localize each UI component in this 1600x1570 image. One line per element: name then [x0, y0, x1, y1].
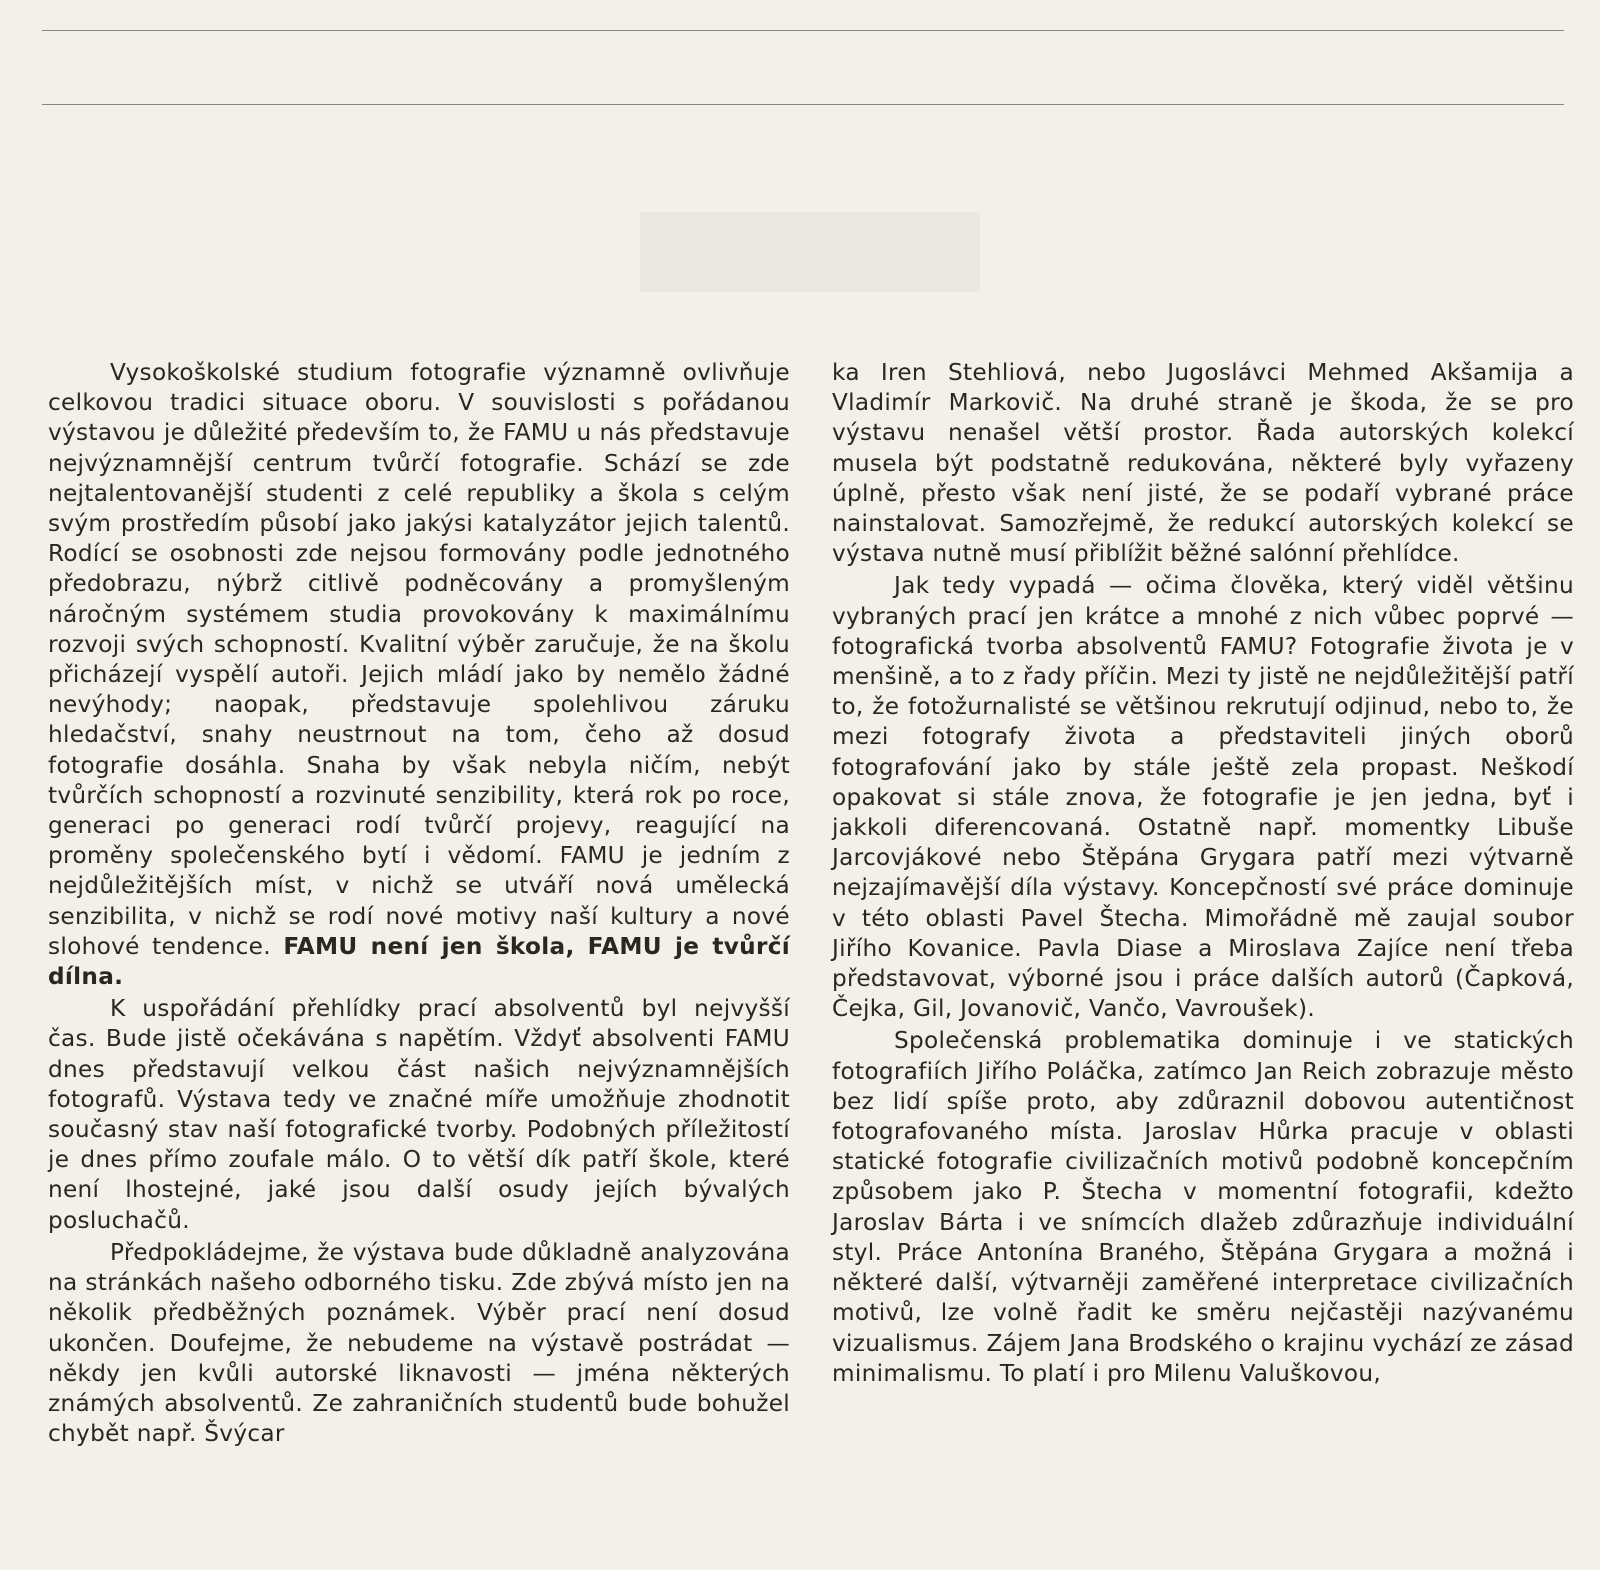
left-paragraph-2: K uspořádání přehlídky prací absolventů byl nejvyšší čas. Bude jistě očekávána s napětím. Vždyť absolventi FAMU dnes představují velkou část našich nejvýznamnějších fotografů. Výstava tedy ve značné míře umožňuje zhodnotit současný stav naší fotografické tvorby. Podobných příležitostí je dnes přímo zoufale málo. O to větší dík patří škole, které není lhostejné, jaké jsou další osudy jejích bývalých posluchačů.	[48, 995, 790, 1234]
right-paragraph-3: Společenská problematika dominuje i ve statických fotografiích Jiřího Poláčka, zatímco Jan Reich zobrazuje město bez lidí spíše proto, aby zdůraznil dobovou autentičnost fotografovaného místa. Jaroslav Hůrka pracuje v oblasti statické fotografie civilizačních motivů podobně koncepčním způsobem jako P. Štecha v momentní fotografii, kdežto Jaroslav Bárta i ve snímcích dlažeb zdůrazňuje individuální styl. Práce Antonína Braného, Štěpána Grygara a možná i některé další, výtvarněji zaměřené interpretace civilizačních motivů, lze volně řadit ke směru nejčastěji nazývanému vizualismus. Zájem Jana Brodského o krajinu vychází ze zásad minimalismu. To platí i pro Milenu Valuškovou,	[832, 1027, 1574, 1387]
left-paragraph-1-bold: FAMU není jen škola, FAMU je tvůrčí dílna.	[48, 932, 790, 991]
right-paragraph-2: Jak tedy vypadá — očima člověka, který viděl většinu vybraných prací jen krátce a mnohé z nich vůbec poprvé — fotografická tvorba absolventů FAMU? Fotografie života je v menšině, a to z řady příčin. Mezi ty jistě ne nejdůležitější patří to, že fotožurnalisté se většinou rekrutují odjinud, nebo to, že mezi fotografy života a představiteli jiných oborů fotografování jako by stále ještě zela propast. Neškodí opakovat si stále znova, že fotografie je jen jedna, byť i jakkoli diferencovaná. Ostatně např. momentky Libuše Jarcovjákové nebo Štěpána Grygara patří mezi výtvarně nejzajímavější díla výstavy. Koncepčností své práce dominuje v této oblasti Pavel Štecha. Mimořádně mě zaujal soubor Jiřího Kovanice. Pavla Diase a Miroslava Zajíce není třeba představovat, výborné jsou i práce dalších autorů (Čapková, Čejka, Gil, Jovanovič, Vančo, Vavroušek).	[832, 572, 1574, 1023]
reverse-side-show-through	[640, 212, 980, 292]
right-column	[832, 358, 1574, 1389]
left-paragraph-1-text: Vysokoškolské studium fotografie významně ovlivňuje celkovou tradici situace oboru. V souvislosti s pořádanou výstavou je důležité především to, že FAMU u nás představuje nejvýznamnější centrum tvůrčí fotografie. Schází se zde nejtalentovanější studenti z celé republiky a škola s celým svým prostředím působí jako jakýsi katalyzátor jejich talentů. Rodící se osobnosti zde nejsou formovány podle jednotného předobrazu, nýbrž citlivě podněcovány a promyšleným náročným systémem studia provokovány k maximálnímu rozvoji svých schopností. Kvalitní výběr zaručuje, že na školu přicházejí vyspělí autoři. Jejich mládí jako by nemělo žádné nevýhody; naopak, představuje spolehlivou záruku hledačství, snahy neustrnout na tom, čeho až dosud fotografie dosáhla. Snaha by však nebyla ničím, nebýt tvůrčích schopností a rozvinuté senzibility, která rok po roce, generaci po generaci rodí tvůrčí projevy, reagující na proměny společenského bytí i vědomí. FAMU je jedním z nejdůležitějších míst, v nichž se utváří nová umělecká senzibilita, v nichž se rodí nové motivy naší kultury a nové slohové tendence.	[48, 359, 790, 960]
left-column	[48, 358, 790, 1449]
right-paragraph-1: ka Iren Stehliová, nebo Jugoslávci Mehmed Akšamija a Vladimír Markovič. Na druhé straně je škoda, že se pro výstavu nenašel větší prostor. Řada autorských kolekcí musela být podstatně redukována, některé byly vyřazeny úplně, přesto však není jisté, že se podaří vybrané práce nainstalovat. Samozřejmě, že redukcí autorských kolekcí se výstava nutně musí přiblížit běžné salónní přehlídce.	[832, 359, 1574, 568]
left-paragraph-3: Předpokládejme, že výstava bude důkladně analyzována na stránkách našeho odborného tisku. Zde zbývá místo jen na několik předběžných poznámek. Výběr prací není dosud ukončen. Doufejme, že nebudeme na výstavě postrádat — někdy jen kvůli autorské liknavosti — jména některých známých absolventů. Ze zahraničních studentů bude bohužel chybět např. Švýcar	[48, 1238, 790, 1448]
second-rule	[42, 104, 1564, 105]
top-rule	[42, 30, 1564, 31]
left-paragraph-1	[48, 358, 790, 992]
